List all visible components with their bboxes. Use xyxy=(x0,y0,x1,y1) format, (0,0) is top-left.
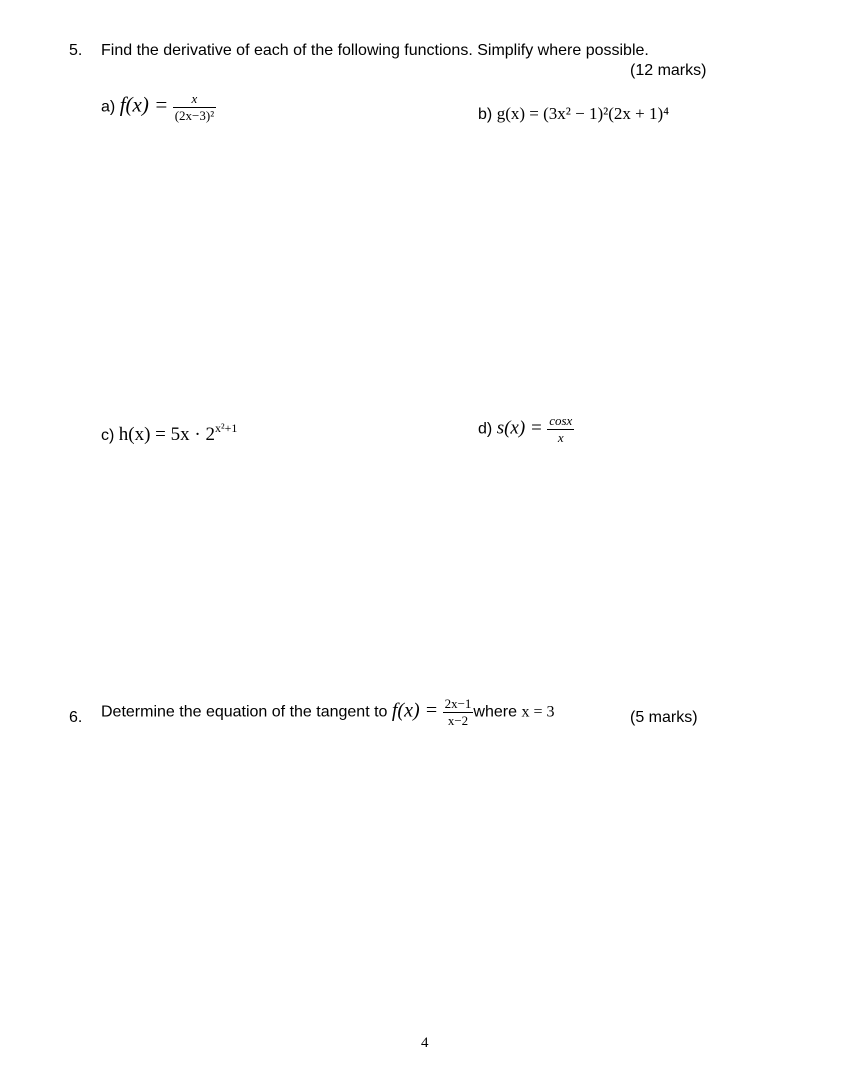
part-a-numerator: x xyxy=(191,91,198,106)
part-c-exponent: x²+1 xyxy=(214,421,238,435)
part-d-lhs: s(x) = xyxy=(496,417,543,439)
part-d-denominator: x xyxy=(547,429,574,445)
part-c xyxy=(101,421,238,446)
part-b xyxy=(478,104,669,124)
question-5-instruction: Find the derivative of each of the following functions. Simplify where possible. xyxy=(101,42,649,59)
question-6-where: where xyxy=(473,703,517,721)
question-5-marks: (12 marks) xyxy=(630,62,707,79)
part-a-label: a) xyxy=(101,98,116,116)
question-6-condition: x = 3 xyxy=(521,703,555,721)
part-b-label: b) xyxy=(478,106,493,123)
question-6-fraction xyxy=(443,697,474,727)
part-a-denominator: (2x−3)² xyxy=(174,107,215,123)
part-d-fraction xyxy=(547,414,574,444)
question-6-prompt: Determine the equation of the tangent to xyxy=(101,703,388,721)
part-d xyxy=(478,414,574,444)
part-c-label: c) xyxy=(101,427,115,444)
question-6-numerator: 2x−1 xyxy=(444,696,472,711)
page-number: 4 xyxy=(421,1035,429,1051)
question-6-body xyxy=(101,697,554,727)
question-6-number: 6. xyxy=(69,709,83,726)
question-6-lhs: f(x) = xyxy=(391,699,439,722)
question-6-marks: (5 marks) xyxy=(630,709,698,726)
question-6-denominator: x−2 xyxy=(443,712,474,728)
part-d-numerator: cosx xyxy=(549,413,573,428)
part-c-expression: h(x) = 5x · 2 xyxy=(118,424,215,445)
part-a-lhs: f(x) = xyxy=(119,92,169,117)
question-5-number: 5. xyxy=(69,42,83,59)
part-b-expression: g(x) = (3x² − 1)²(2x + 1)⁴ xyxy=(496,104,670,123)
part-a-fraction xyxy=(173,92,216,122)
part-a xyxy=(101,92,216,122)
part-d-label: d) xyxy=(478,420,493,438)
